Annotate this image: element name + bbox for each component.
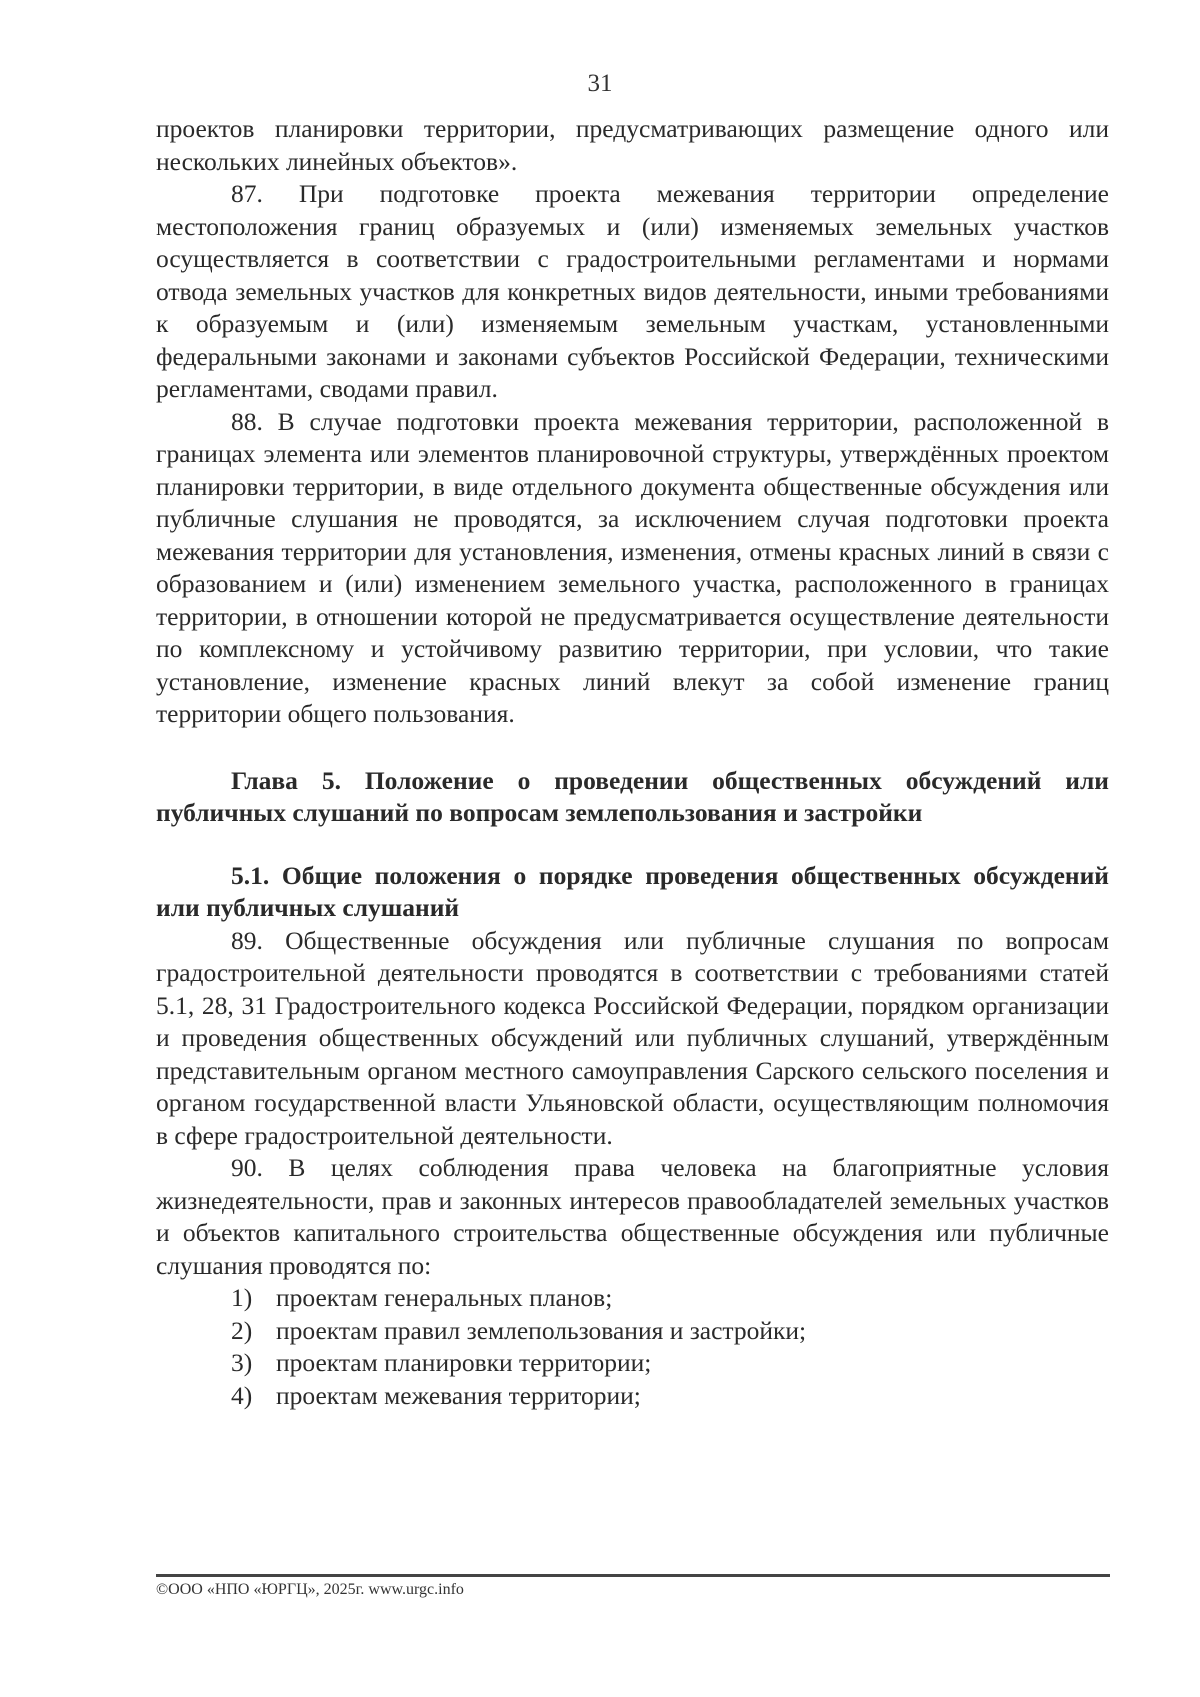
list-item-text: проектам правил землепользования и застройки; (276, 1315, 807, 1345)
page-number: 31 (587, 70, 613, 97)
paragraph-87: 87. При подготовке проекта межевания территории определение местоположения границ образуемых и (или) изменяемых земельных участков осуществляется в соответствии с градостроительными регламентами и нормами отвода земельных участков для конкретных видов деятельности, иными требованиями к образуемым и (или) изменяемым земельным участкам, установленными федеральными законами и законами субъектов Российской Федерации, техническими регламентами, сводами правил. (156, 179, 1109, 403)
list-item (156, 1380, 1109, 1413)
list-item-text: проектам генеральных планов; (276, 1283, 613, 1312)
paragraph-89: 89. Общественные обсуждения или публичные слушания по вопросам градостроительной деятельности проводятся в соответствии с требованиями статей 5.1, 28, 31 Градостроительного кодекса Российской Федерации, порядком организации и проведения общественных обсуждений или публичных слушаний, утверждённым представительным органом местного самоуправления Сарского сельского поселения и органом государственной власти Ульяновской области, осуществляющим полномочия в сфере градостроительной деятельности. (156, 925, 1109, 1150)
paragraph-90: 90. В целях соблюдения права человека на благоприятные условия жизнедеятельности, прав и законных интересов правообладателей земельных участков и объектов капитального строительства общественные обсуждения или публичные слушания проводятся по: (156, 1153, 1109, 1280)
list-item-text: проектам межевания территории; (276, 1380, 641, 1410)
list-item-number: 2) (231, 1315, 253, 1345)
chapter-heading: Глава 5. Положение о проведении общественных обсуждений или публичных слушаний по вопросам землепользования и застройки (156, 765, 1109, 827)
list-item (156, 1347, 1109, 1380)
list-item (156, 1282, 1109, 1315)
footer-copyright: ©ООО «НПО «ЮРГЦ», 2025г. www.urgc.info (156, 1581, 464, 1598)
paragraph-continuation: проектов планировки территории, предусматривающих размещение одного или нескольких линейных объектов». (156, 114, 1109, 176)
list-item-text: проектам планировки территории; (276, 1348, 652, 1377)
list-item-number: 4) (231, 1380, 253, 1410)
list-item-number: 1) (231, 1283, 253, 1312)
list-item (156, 1315, 1109, 1348)
section-heading: 5.1. Общие положения о порядке проведения общественных обсуждений или публичных слушаний (156, 860, 1109, 922)
document-body (156, 113, 1109, 1412)
list-item-number: 3) (231, 1348, 253, 1377)
footer-divider (156, 1574, 1110, 1577)
list (156, 1282, 1109, 1412)
paragraph-88: 88. В случае подготовки проекта межевания территории, расположенной в границах элемента или элементов планировочной структуры, утверждённых проектом планировки территории, в виде отдельного документа общественные обсуждения или публичные слушания не проводятся, за исключением случая подготовки проекта межевания территории для установления, изменения, отмены красных линий в связи с образованием и (или) изменением земельного участка, расположенного в границах территории, в отношении которой не предусматривается осуществление деятельности по комплексному и устойчивому развитию территории, при условии, что такие установление, изменение красных линий влекут за собой изменение границ территории общего пользования. (156, 406, 1109, 728)
